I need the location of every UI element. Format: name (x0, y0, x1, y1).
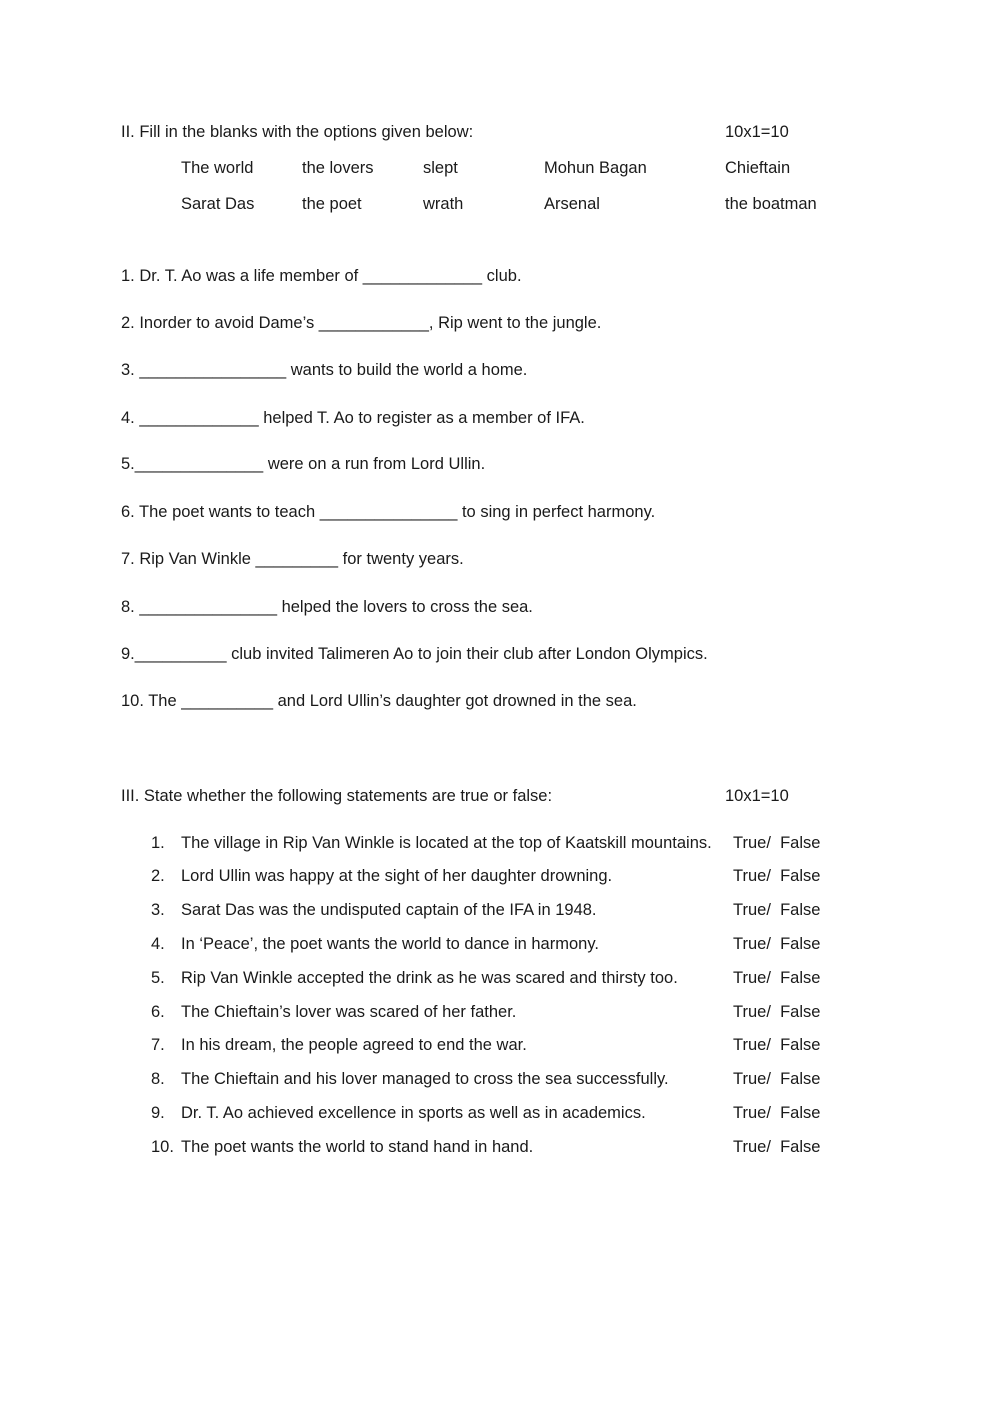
option: slept (423, 159, 458, 177)
question: 6. The poet wants to teach _______________ to sing in perfect harmony. (121, 503, 656, 521)
option: wrath (423, 195, 464, 213)
section3-marks: 10x1=10 (725, 787, 789, 805)
tf-number: 6. (151, 1003, 165, 1021)
tf-number: 3. (151, 901, 165, 919)
tf-choice[interactable]: True/ False (733, 1003, 821, 1021)
option: The world (181, 159, 254, 177)
question: 7. Rip Van Winkle _________ for twenty years. (121, 550, 464, 568)
question: 3. ________________ wants to build the world a home. (121, 361, 528, 379)
section3-heading: III. State whether the following statements are true or false: (121, 787, 553, 805)
option: Chieftain (725, 159, 791, 177)
tf-choice[interactable]: True/ False (733, 969, 821, 987)
tf-statement: Sarat Das was the undisputed captain of the IFA in 1948. (181, 901, 597, 919)
tf-statement: The village in Rip Van Winkle is located at the top of Kaatskill mountains. (181, 834, 712, 852)
tf-statement: The Chieftain’s lover was scared of her father. (181, 1003, 517, 1021)
tf-choice[interactable]: True/ False (733, 1104, 821, 1122)
tf-number: 1. (151, 834, 165, 852)
option: Sarat Das (181, 195, 255, 213)
section2-marks: 10x1=10 (725, 123, 789, 141)
tf-statement: The Chieftain and his lover managed to cross the sea successfully. (181, 1070, 669, 1088)
tf-choice[interactable]: True/ False (733, 1070, 821, 1088)
tf-number: 4. (151, 935, 165, 953)
question: 5.______________ were on a run from Lord Ullin. (121, 455, 486, 473)
tf-choice[interactable]: True/ False (733, 935, 821, 953)
tf-choice[interactable]: True/ False (733, 834, 821, 852)
tf-choice[interactable]: True/ False (733, 1138, 821, 1156)
tf-statement: Dr. T. Ao achieved excellence in sports as well as in academics. (181, 1104, 646, 1122)
tf-number: 7. (151, 1036, 165, 1054)
question: 2. Inorder to avoid Dame’s ____________, Rip went to the jungle. (121, 314, 602, 332)
option: the boatman (725, 195, 817, 213)
section2-heading: II. Fill in the blanks with the options given below: (121, 123, 474, 141)
option: Mohun Bagan (544, 159, 647, 177)
tf-choice[interactable]: True/ False (733, 901, 821, 919)
question: 9.__________ club invited Talimeren Ao to join their club after London Olympics. (121, 645, 708, 663)
tf-statement: The poet wants the world to stand hand in hand. (181, 1138, 534, 1156)
question: 4. _____________ helped T. Ao to register as a member of IFA. (121, 409, 585, 427)
question: 1. Dr. T. Ao was a life member of _____________ club. (121, 267, 522, 285)
tf-number: 5. (151, 969, 165, 987)
question: 8. _______________ helped the lovers to cross the sea. (121, 598, 533, 616)
option: the lovers (302, 159, 374, 177)
question: 10. The __________ and Lord Ullin’s daughter got drowned in the sea. (121, 692, 637, 710)
tf-choice[interactable]: True/ False (733, 1036, 821, 1054)
tf-statement: Lord Ullin was happy at the sight of her daughter drowning. (181, 867, 613, 885)
tf-statement: In his dream, the people agreed to end the war. (181, 1036, 527, 1054)
tf-choice[interactable]: True/ False (733, 867, 821, 885)
tf-statement: Rip Van Winkle accepted the drink as he was scared and thirsty too. (181, 969, 678, 987)
tf-number: 9. (151, 1104, 165, 1122)
option: the poet (302, 195, 362, 213)
tf-number: 10. (151, 1138, 174, 1156)
tf-number: 8. (151, 1070, 165, 1088)
option: Arsenal (544, 195, 600, 213)
tf-number: 2. (151, 867, 165, 885)
tf-statement: In ‘Peace’, the poet wants the world to dance in harmony. (181, 935, 599, 953)
